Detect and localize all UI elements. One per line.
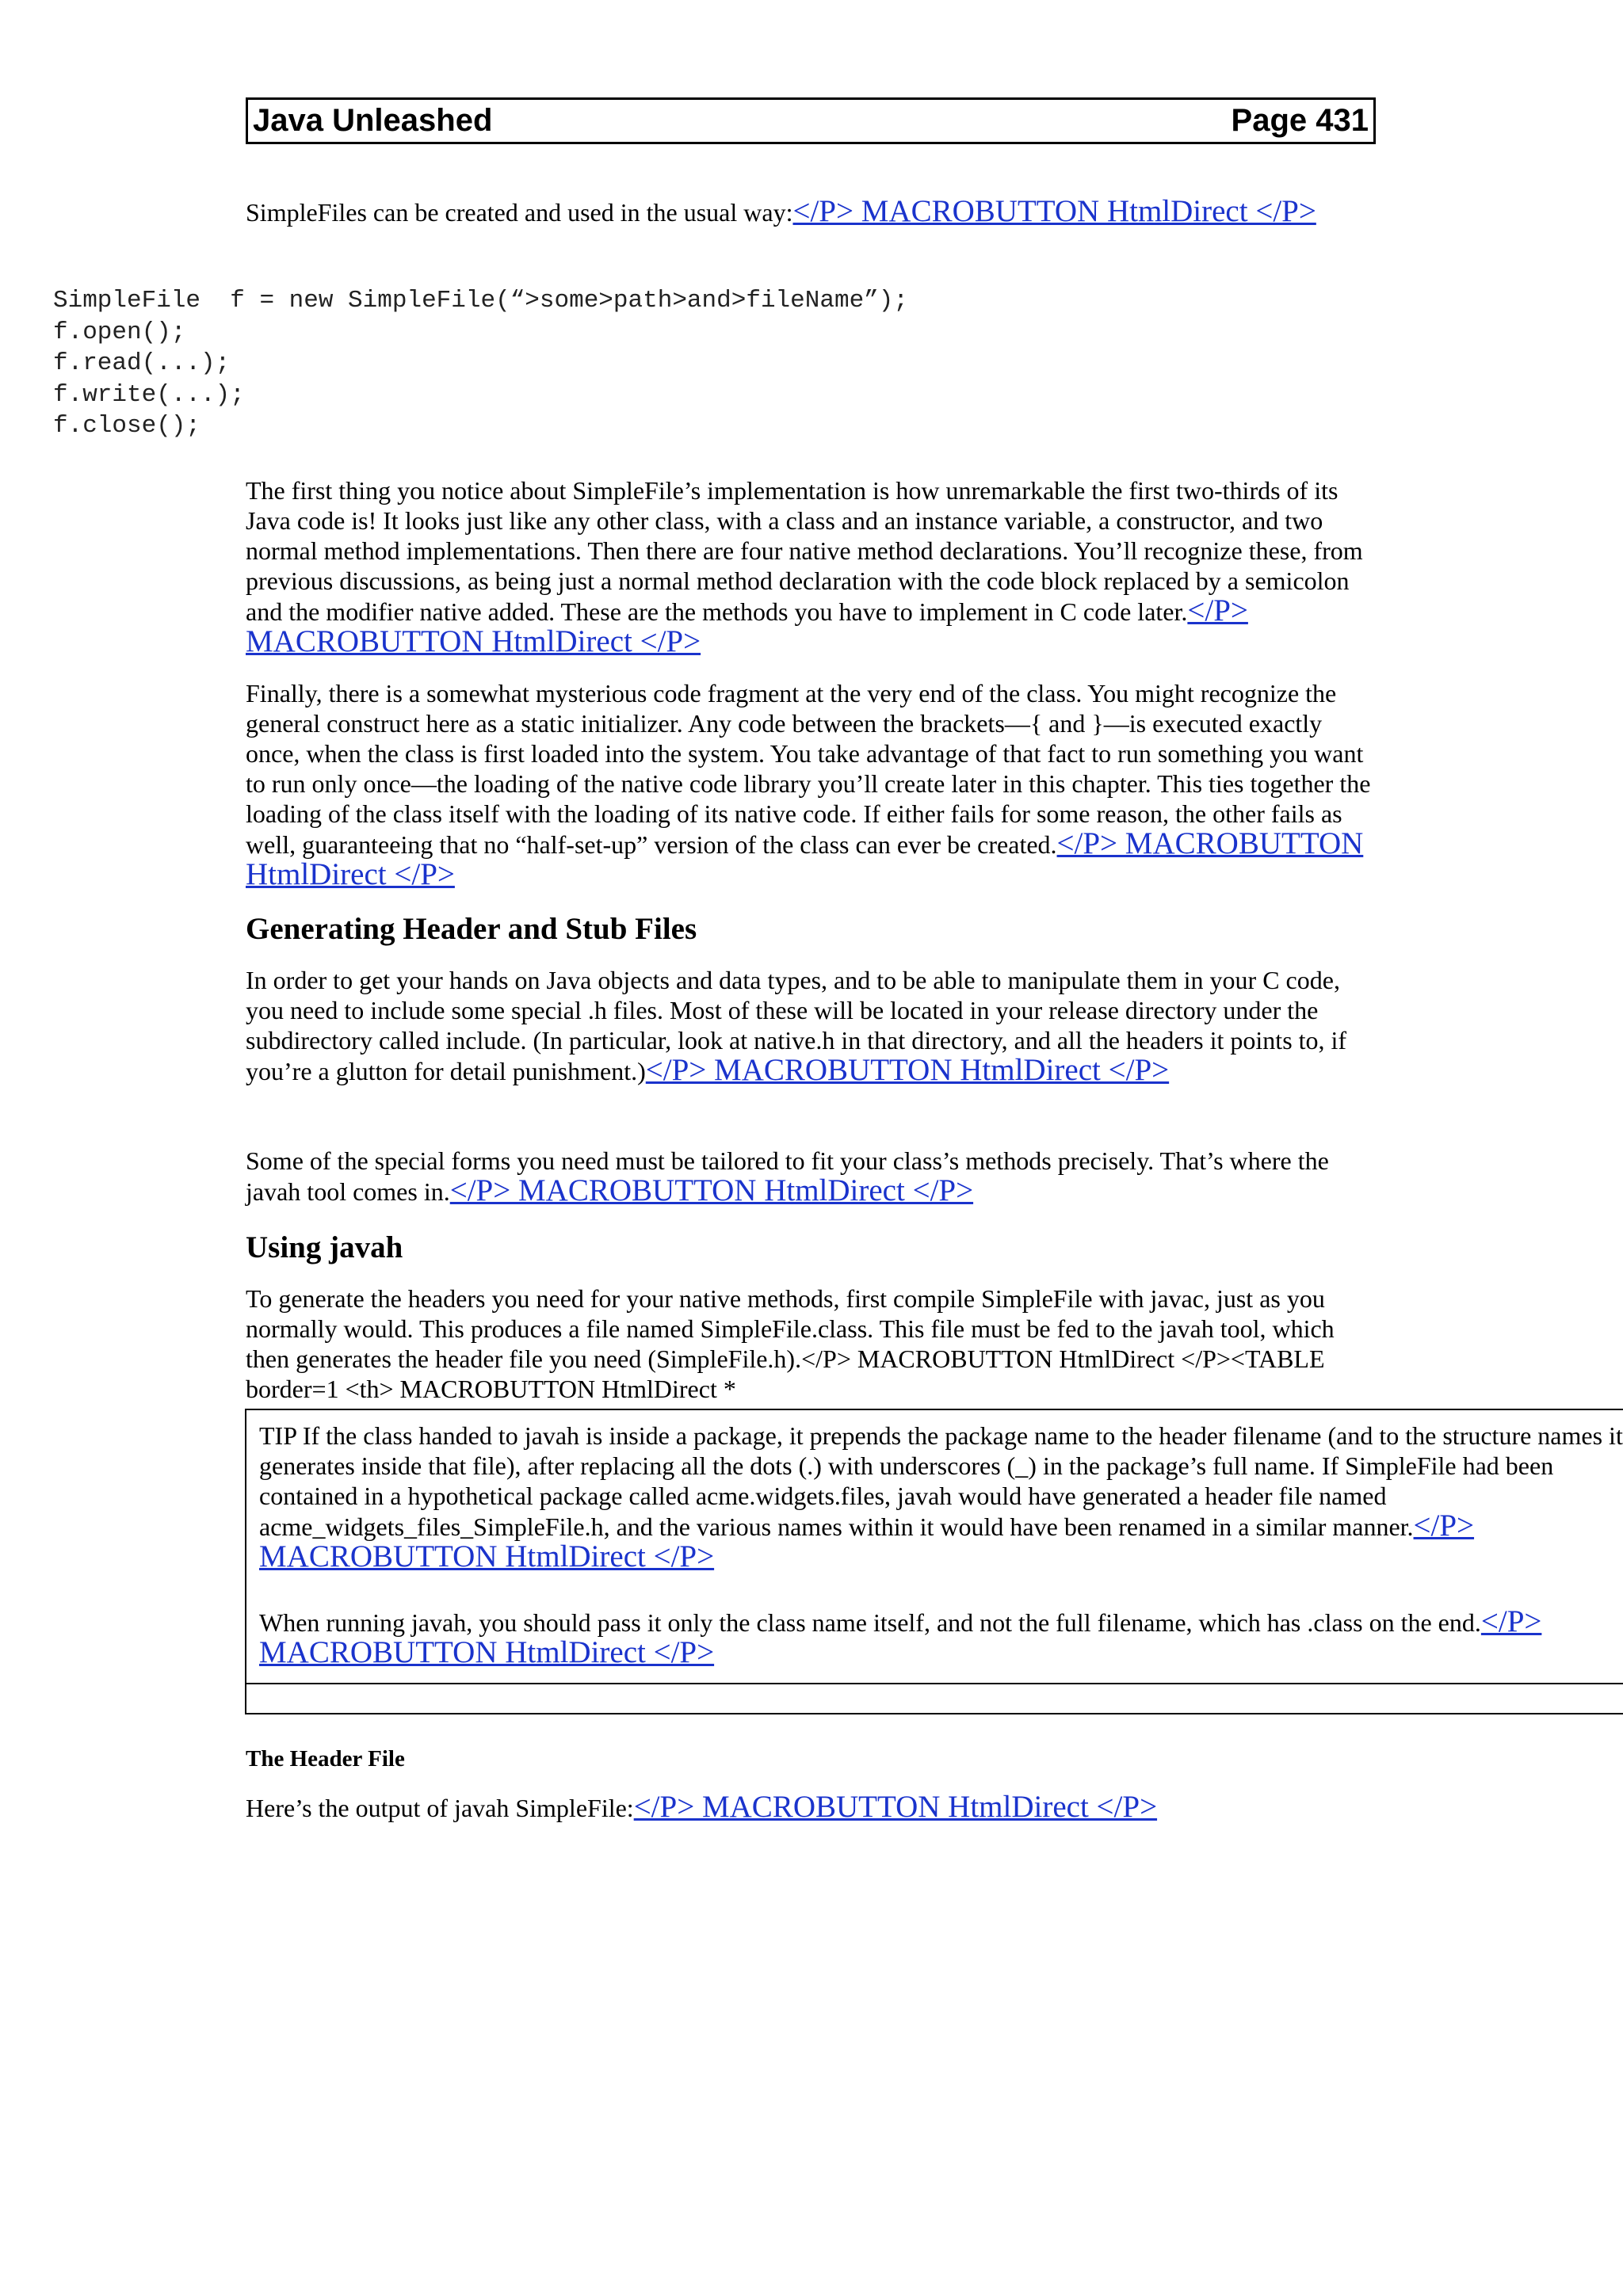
tip-text: When running javah, you should pass it only the class name itself, and not the full filename, which has .class on the end.: [259, 1608, 1481, 1637]
paragraph-text: Finally, there is a somewhat mysterious code fragment at the very end of the class. You might recognize the general construct here as a static initializer. Any code between the brackets—{ and }—is executed exactly once, when the class is first loaded into the system. You take advantage of that fact to run something you want to run only once—the loading of the native code library you’ll create later in this chapter. This ties together the loading of the class itself with the loading of its native code. If either fails for some reason, the other fails as well, guaranteeing that no “half-set-up” version of the class can ever be created.: [246, 679, 1371, 859]
paragraph-javah-intro: [246, 1146, 1379, 1207]
tip-box: [245, 1409, 1623, 1714]
macrobutton-link[interactable]: </P> MACROBUTTON HtmlDirect </P>: [792, 194, 1316, 228]
code-line: f.close();: [53, 412, 201, 440]
macrobutton-link[interactable]: </P> MACROBUTTON HtmlDirect </P>: [633, 1790, 1158, 1824]
paragraph-text: SimpleFiles can be created and used in the usual way:: [246, 198, 793, 227]
paragraph-text: To generate the headers you need for your native methods, first compile SimpleFile with javac, just as you normally would. This produces a file named SimpleFile.class. This file must be fed to the javah tool, which then generates the header file you need (SimpleFile.h).</P> MACROBUTTON HtmlDirect </P><TABLE border=1 <th> MACROBUTTON HtmlDirect *: [246, 1284, 1335, 1403]
macrobutton-link[interactable]: </P> MACROBUTTON HtmlDirect </P>: [645, 1053, 1170, 1087]
macrobutton-link[interactable]: </P> MACROBUTTON HtmlDirect </P>: [246, 593, 1248, 658]
page-header: [246, 97, 1376, 144]
subsection-heading: The Header File: [246, 1746, 405, 1772]
tip-paragraph: [259, 1421, 1623, 1573]
section-heading: Using javah: [246, 1230, 403, 1264]
tip-text: TIP If the class handed to javah is inside a package, it prepends the package name to the header filename (and to the structure names it generates inside that file), after replacing all the dots (.) with underscores (_) in the package’s full name. If SimpleFile had been contained in a hypothetical package called acme.widgets.files, javah would have generated a header file named acme_widgets_files_SimpleFile.h, and the various names within it would have been renamed in a similar manner.: [259, 1421, 1623, 1541]
macrobutton-link[interactable]: </P> MACROBUTTON HtmlDirect </P>: [449, 1173, 974, 1207]
book-title: Java Unleashed: [253, 103, 493, 138]
paragraph-using-javah: [246, 1283, 1379, 1404]
code-line: f.write(...);: [53, 380, 245, 409]
macrobutton-link[interactable]: </P> MACROBUTTON HtmlDirect </P>: [259, 1604, 1542, 1669]
table-row-divider: [246, 1683, 1623, 1684]
paragraph-headers: [246, 965, 1379, 1086]
paragraph-implementation: [246, 475, 1379, 658]
section-heading: Generating Header and Stub Files: [246, 912, 697, 946]
paragraph-text: The first thing you notice about SimpleFile’s implementation is how unremarkable the first two-thirds of its Java code is! It looks just like any other class, with a class and an instance variable, a constructor, and two normal method implementations. Then there are four native method declarations. You’ll recognize these, from previous discussions, as being just a normal method declaration with the code block replaced by a semicolon and the modifier native added. These are the methods you have to implement in C code later.: [246, 476, 1363, 626]
paragraph-text: Some of the special forms you need must be tailored to fit your class’s methods precisely. That’s where the javah tool comes in.: [246, 1146, 1329, 1206]
code-line: SimpleFile f = new SimpleFile(“>some>path>and>fileName”);: [53, 287, 908, 315]
paragraph-static-initializer: [246, 678, 1379, 891]
paragraph-header-output: [246, 1792, 1379, 1823]
code-listing: [53, 285, 908, 442]
paragraph-text: In order to get your hands on Java objects and data types, and to be able to manipulate them in your C code, you need to include some special .h files. Most of these will be located in your release directory under the subdirectory called include. (In particular, look at native.h in that directory, and all the headers it points to, if you’re a glutton for detail punishment.): [246, 966, 1347, 1085]
macrobutton-link[interactable]: </P> MACROBUTTON HtmlDirect </P>: [246, 826, 1364, 891]
macrobutton-link[interactable]: </P> MACROBUTTON HtmlDirect </P>: [259, 1508, 1475, 1573]
paragraph-intro: [246, 196, 1387, 227]
tip-paragraph: [259, 1604, 1623, 1669]
code-line: f.open();: [53, 318, 186, 346]
paragraph-text: Here’s the output of javah SimpleFile:: [246, 1794, 634, 1822]
page-number: Page 431: [1231, 103, 1369, 138]
code-line: f.read(...);: [53, 349, 231, 377]
